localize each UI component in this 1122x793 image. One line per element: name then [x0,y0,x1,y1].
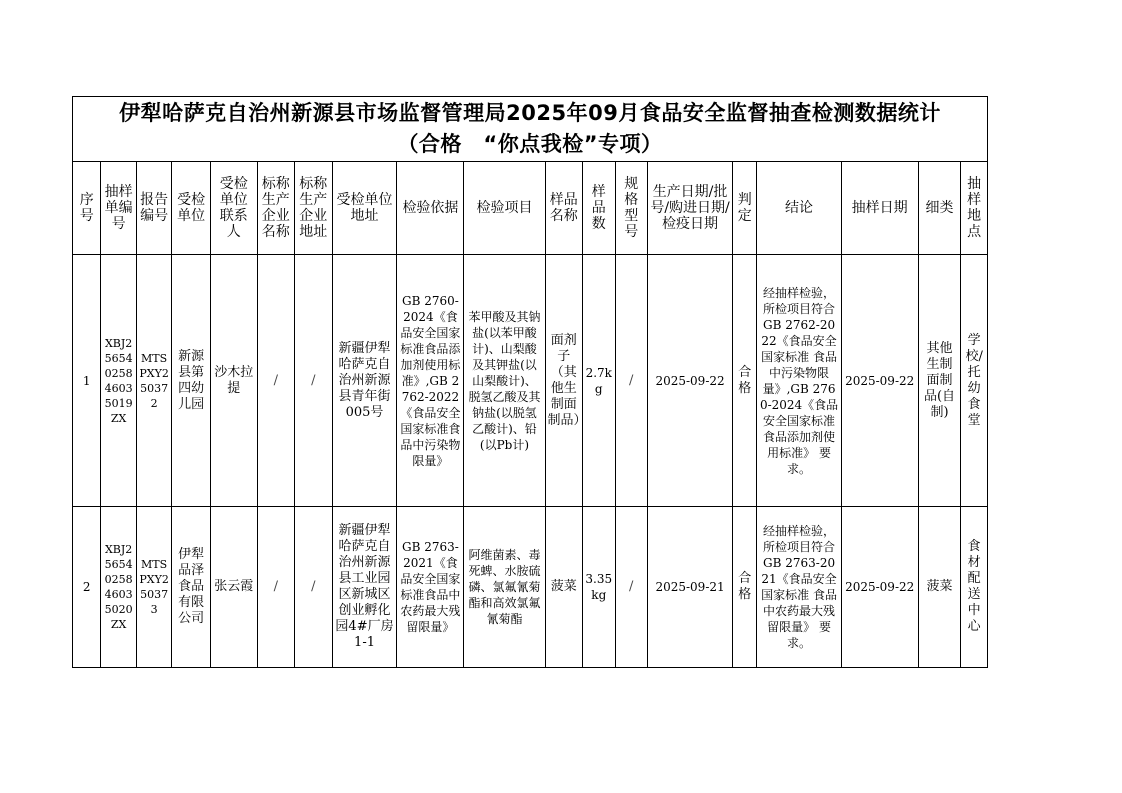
col-header-spec: 规格型号 [615,162,647,255]
cell-items: 阿维菌素、毒死蜱、水胺硫磷、氯氟氰菊酯和高效氯氟氰菊酯 [464,507,545,668]
col-header-unit: 受检单位 [172,162,211,255]
cell-no: 1 [73,255,101,507]
col-header-sample-date: 抽样日期 [841,162,918,255]
cell-place: 学校/托幼食堂 [961,255,988,507]
cell-place: 食材配送中心 [961,507,988,668]
col-header-no: 序号 [73,162,101,255]
col-header-report-id: 报告编号 [136,162,171,255]
col-header-qty: 样品数 [583,162,615,255]
col-header-judge: 判定 [733,162,757,255]
cell-basis: GB 2763-2021《食品安全国家标准食品中农药最大残留限量》 [397,507,464,668]
cell-date: 2025-09-22 [647,255,732,507]
cell-spec: / [615,507,647,668]
cell-spec: / [615,255,647,507]
title-line-2: （合格 “你点我检”专项） [397,132,663,156]
cell-sample-name: 菠菜 [545,507,583,668]
cell-date: 2025-09-21 [647,507,732,668]
cell-unit-addr: 新疆伊犁哈萨克自治州新源县工业园区新城区创业孵化园4#厂房1-1 [332,507,397,668]
cell-sample-date: 2025-09-22 [841,507,918,668]
cell-basis: GB 2760-2024《食品安全国家标准食品添加剂使用标准》,GB 2762-2022《食品安全国家标准食品中污染物限量》 [397,255,464,507]
col-header-items: 检验项目 [464,162,545,255]
cell-qty: 3.35kg [583,507,615,668]
cell-contact: 沙木拉提 [210,255,257,507]
inspection-table [72,96,988,668]
cell-mfr-name: / [257,255,295,507]
table-row [73,507,988,668]
cell-items: 苯甲酸及其钠盐(以苯甲酸计)、山梨酸及其钾盐(以山梨酸计)、脱氢乙酸及其钠盐(以脱氢乙酸计)、铅(以Pb计) [464,255,545,507]
title-line-1: 伊犁哈萨克自治州新源县市场监督管理局2025年09月食品安全监督抽查检测数据统计 [119,101,941,125]
header-row [73,162,988,255]
col-header-unit-addr: 受检单位地址 [332,162,397,255]
col-header-mfr-name: 标称生产企业名称 [257,162,295,255]
col-header-conclusion: 结论 [757,162,841,255]
cell-mfr-addr: / [295,507,333,668]
cell-category: 菠菜 [918,507,961,668]
cell-sample-name: 面剂子（其他生制面制品） [545,255,583,507]
cell-conclusion: 经抽样检验，所检项目符合 GB 2763-2021《食品安全国家标准 食品中农药最大残留限量》 要求。 [757,507,841,668]
cell-report-id: MTSPXY250373 [136,507,171,668]
col-header-mfr-addr: 标称生产企业地址 [295,162,333,255]
cell-sample-id: XBJ25654025846035019ZX [101,255,136,507]
col-header-sample-id: 抽样单编号 [101,162,136,255]
col-header-category: 细类 [918,162,961,255]
page-title [73,97,988,162]
cell-no: 2 [73,507,101,668]
cell-unit: 伊犁品泽食品有限公司 [172,507,211,668]
inspection-sheet [72,96,988,668]
col-header-sample-name: 样品名称 [545,162,583,255]
cell-sample-date: 2025-09-22 [841,255,918,507]
col-header-contact: 受检单位联系人 [210,162,257,255]
cell-category: 其他生制面制品(自制) [918,255,961,507]
cell-unit: 新源县第四幼儿园 [172,255,211,507]
cell-sample-id: XBJ25654025846035020ZX [101,507,136,668]
cell-judge: 合格 [733,507,757,668]
col-header-basis: 检验依据 [397,162,464,255]
cell-unit-addr: 新疆伊犁哈萨克自治州新源县青年街005号 [332,255,397,507]
cell-conclusion: 经抽样检验，所检项目符合 GB 2762-2022《食品安全国家标准 食品中污染物限量》,GB 2760-2024《食品安全国家标准 食品添加剂使用标准》 要求。 [757,255,841,507]
cell-report-id: MTSPXY250372 [136,255,171,507]
cell-judge: 合格 [733,255,757,507]
cell-mfr-name: / [257,507,295,668]
cell-qty: 2.7kg [583,255,615,507]
table-row [73,255,988,507]
col-header-place: 抽样地点 [961,162,988,255]
cell-contact: 张云霞 [210,507,257,668]
cell-mfr-addr: / [295,255,333,507]
col-header-date: 生产日期/批号/购进日期/检疫日期 [647,162,732,255]
